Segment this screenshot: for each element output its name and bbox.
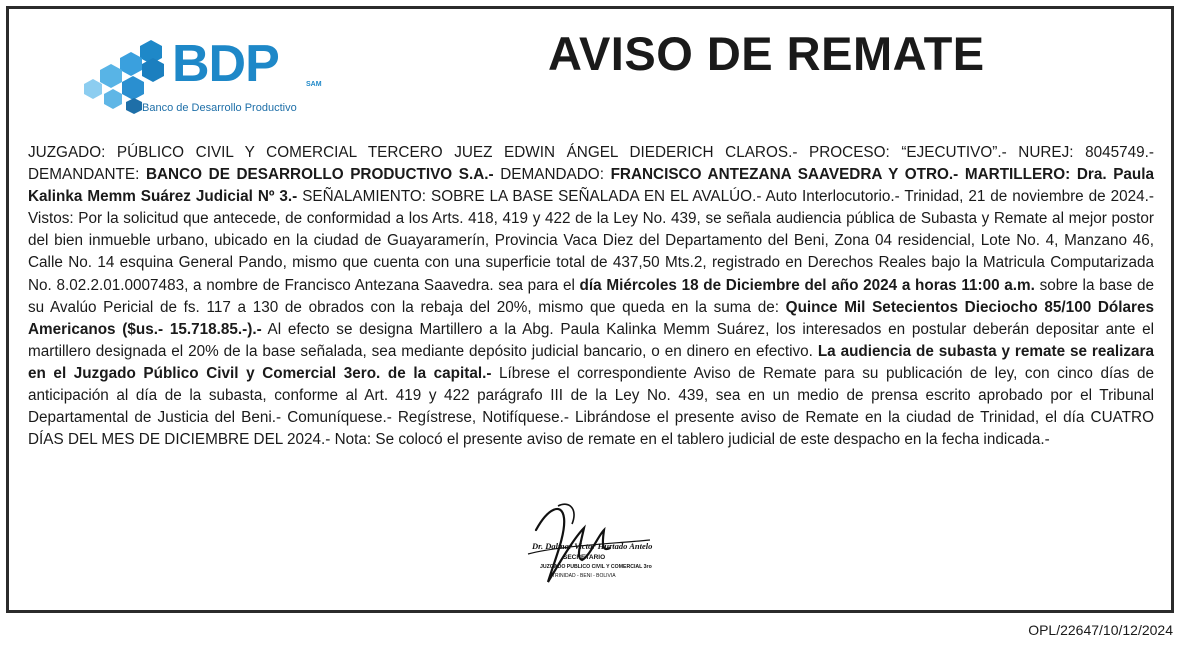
logo-tagline: Banco de Desarrollo Productivo — [142, 102, 297, 114]
body-segment-bold: FRANCISCO ANTEZANA SAAVEDRA Y OTRO.- MARTILLERO: Dra. Paula Kalinka Memm Suárez Judicial Nº 3.- — [28, 166, 1155, 206]
body-segment: Líbrese el correspondiente Aviso de Remate para su publicación de ley, con cinco días de anticipación al día de la subasta, conforme al Art. 419 y 422 parágrafo III de la Ley No. 439, sea en un medio de prensa escrito aprobado por el Tribunal Departamental de Justicia del Beni.- Comuníquese.- Regístrese, Notifíquese.- Librándose el presente aviso de Remate en la ciudad de Trinidad, el día CUATRO DÍAS DEL MES DE DICIEMBRE DEL 2024.- Nota: Se colocó el presente aviso de remate en el tablero judicial de este despacho en la fecha indicada.- — [28, 364, 1154, 449]
stamp-line-2: SECRETARIO — [563, 554, 606, 561]
publication-code: OPL/22647/10/12/2024 — [1028, 622, 1173, 638]
body-segment-bold: BANCO DE DESARROLLO PRODUCTIVO S.A.- — [145, 166, 494, 184]
logo-suffix: SAM — [306, 81, 322, 88]
body-segment: SEÑALAMIENTO: SOBRE LA BASE SEÑALADA EN EL AVALÚO.- Auto Interlocutorio.- Trinidad, 21 de noviembre de 2024.- Vistos: Por la solicitud que antecede, de conformidad a los Arts. 418, 419 y 422 de la Ley No. 439, se señala audiencia pública de Subasta y Remate al mejor postor del bien inmueble urbano, ubicado en la ciudad de Guayaramerín, Provincia Vaca Diez del Departamento del Beni, Zona 04 residencial, Lote No. 4, Manzano 46, Calle No. 14 esquina General Pando, mismo que cuenta con una superficie total de 437,50 Mts.2, registrado en Derechos Reales bajo la Matricula Computarizada No. 8.02.2.01.0007483, a nombre de Francisco Antezana Saavedra. sea para el — [28, 188, 1154, 294]
stamp-line-4: TRINIDAD - BENI - BOLIVIA — [552, 573, 616, 579]
stamp-line-1: Dr. Dalmar Victor Hurtado Antelo — [532, 541, 653, 551]
body-segment-bold: día Miércoles 18 de Diciembre del año 2024 a horas 11:00 a.m. — [579, 276, 1035, 294]
stamp-line-3: JUZGADO PUBLICO CIVIL Y COMERCIAL 3ro — [540, 564, 652, 570]
body-segment: Al efecto se designa Martillero a la Abg. Paula Kalinka Memm Suárez, los interesados en postular deberán depositar ante el martillero designada el 20% de la base señalada, sea mediante depósito judicial bancario, o en dinero en efectivo. — [28, 320, 1154, 360]
bdp-logo — [80, 34, 330, 124]
notice-body — [28, 142, 1154, 451]
body-segment-bold: Quince Mil Setecientos Dieciocho 85/100 Dólares Americanos ($us.- 15.718.85.-).- — [28, 298, 1154, 338]
body-segment-bold: La audiencia de subasta y remate se realizara en el Juzgado Público Civil y Comercial 3ero. de la capital.- — [28, 342, 1154, 382]
signature-stamp — [518, 500, 658, 595]
logo-letters: BDP — [172, 35, 279, 93]
body-segment: JUZGADO: PÚBLICO CIVIL Y COMERCIAL TERCERO JUEZ EDWIN ÁNGEL DIEDERICH CLAROS.- PROCESO: “EJECUTIVO”.- NUREJ: 8045749.- DEMANDANTE: — [28, 144, 1154, 184]
notice-title: AVISO DE REMATE — [548, 27, 985, 80]
body-segment: sobre la base de su Avalúo Pericial de fs. 117 a 130 de obrados con la rebaja del 20%, mismo que queda en la suma de: — [28, 276, 1154, 316]
body-segment: DEMANDADO: — [493, 166, 611, 184]
